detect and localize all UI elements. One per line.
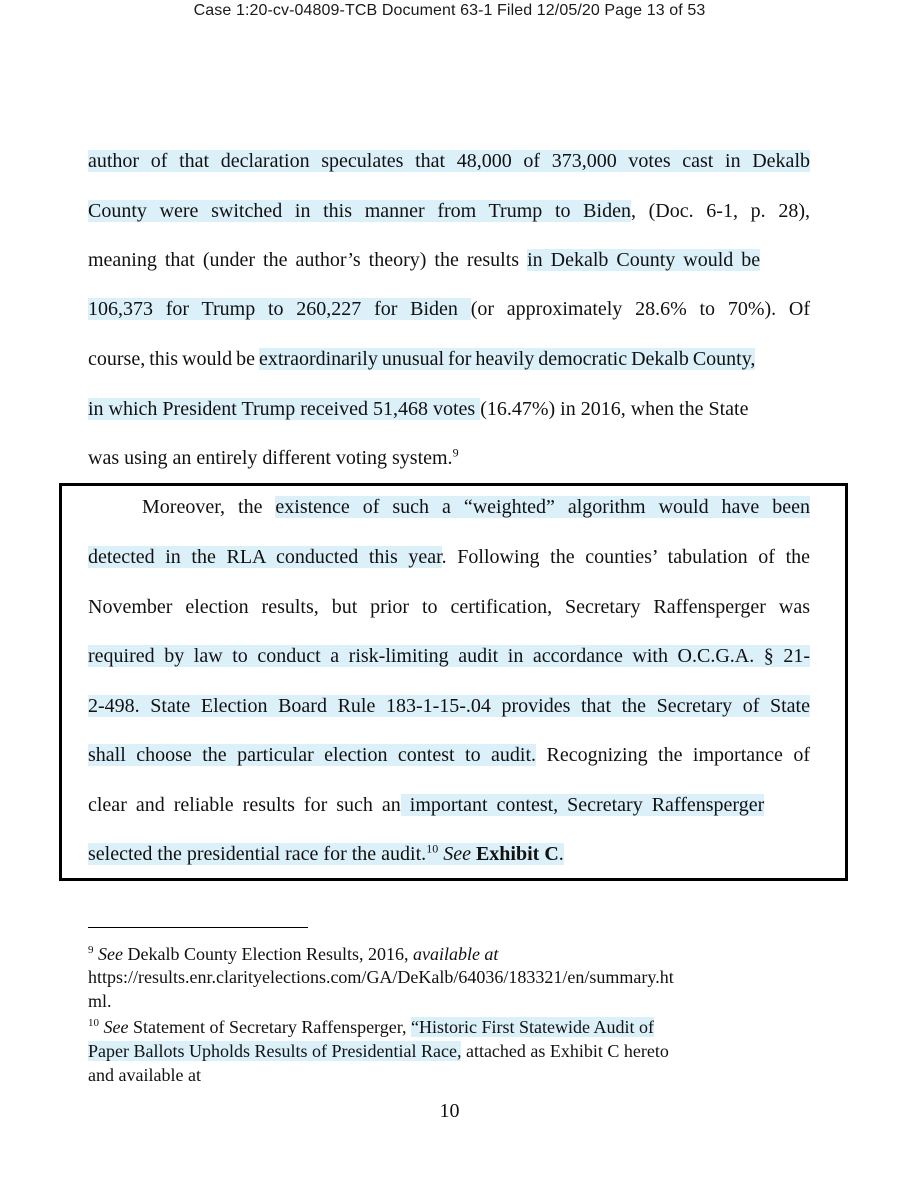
body-line: Moreover, the existence of such a “weighted” algorithm would have been — [142, 496, 810, 518]
footnote-10-line3: and available at — [88, 1065, 201, 1085]
footnote-10: $^{10}$ See Statement of Secretary Raffensperger, “Historic First Statewide Audit of — [88, 1017, 654, 1037]
body-line: 106,373 for Trump to 260,227 for Biden (or approximately 28.6% to 70%). Of — [88, 298, 811, 320]
page-number: 10 — [439, 1100, 460, 1122]
body-line: shall choose the particular election contest to audit. Recognizing the importance of — [88, 744, 810, 766]
body-line: was using an entirely different voting system.$^9$ — [88, 445, 459, 469]
footnote-9-url[interactable]: https://results.enr.clarityelections.com/GA/DeKalb/64036/183321/en/summary.ht — [88, 967, 674, 987]
footnote-10-line2: Paper Ballots Upholds Results of Presidential Race, attached as Exhibit C hereto — [88, 1041, 669, 1061]
body-line: selected the presidential race for the audit.$^{10}$ See Exhibit C. — [88, 841, 564, 865]
body-line: detected in the RLA conducted this year. Following the counties’ tabulation of the — [88, 546, 811, 568]
body-line: November election results, but prior to certification, Secretary Raffensperger was — [88, 596, 810, 618]
case-header: Case 1:20-cv-04809-TCB Document 63-1 Filed 12/05/20 Page 13 of 53 — [193, 2, 706, 19]
body-line: course, this would be extraordinarily unusual for heavily democratic Dekalb County, — [88, 348, 756, 370]
footnote-ref-9[interactable]: 9 — [452, 445, 459, 460]
footnote-ref-10[interactable]: 10 — [426, 841, 439, 856]
footnote-9-url-end: ml. — [88, 991, 112, 1011]
footnote-9: $^9$ See Dekalb County Election Results, 2016, available at — [88, 944, 499, 964]
exhibit-c-reference: Exhibit C — [475, 843, 559, 865]
body-line: clear and reliable results for such an important contest, Secretary Raffensperger — [88, 794, 765, 816]
body-line: 2-498. State Election Board Rule 183-1-15-.04 provides that the Secretary of State — [88, 695, 810, 717]
body-line: author of that declaration speculates that 48,000 of 373,000 votes cast in Dekalb — [88, 150, 810, 172]
body-line: in which President Trump received 51,468 votes (16.47%) in 2016, when the State — [88, 398, 749, 420]
footnote-rule — [88, 927, 308, 928]
body-line: meaning that (under the author’s theory) the results in Dekalb County would be — [88, 249, 761, 271]
body-line: required by law to conduct a risk-limiting audit in accordance with O.C.G.A. § 21- — [88, 645, 810, 667]
body-line: County were switched in this manner from Trump to Biden, (Doc. 6-1, p. 28), — [88, 200, 810, 222]
